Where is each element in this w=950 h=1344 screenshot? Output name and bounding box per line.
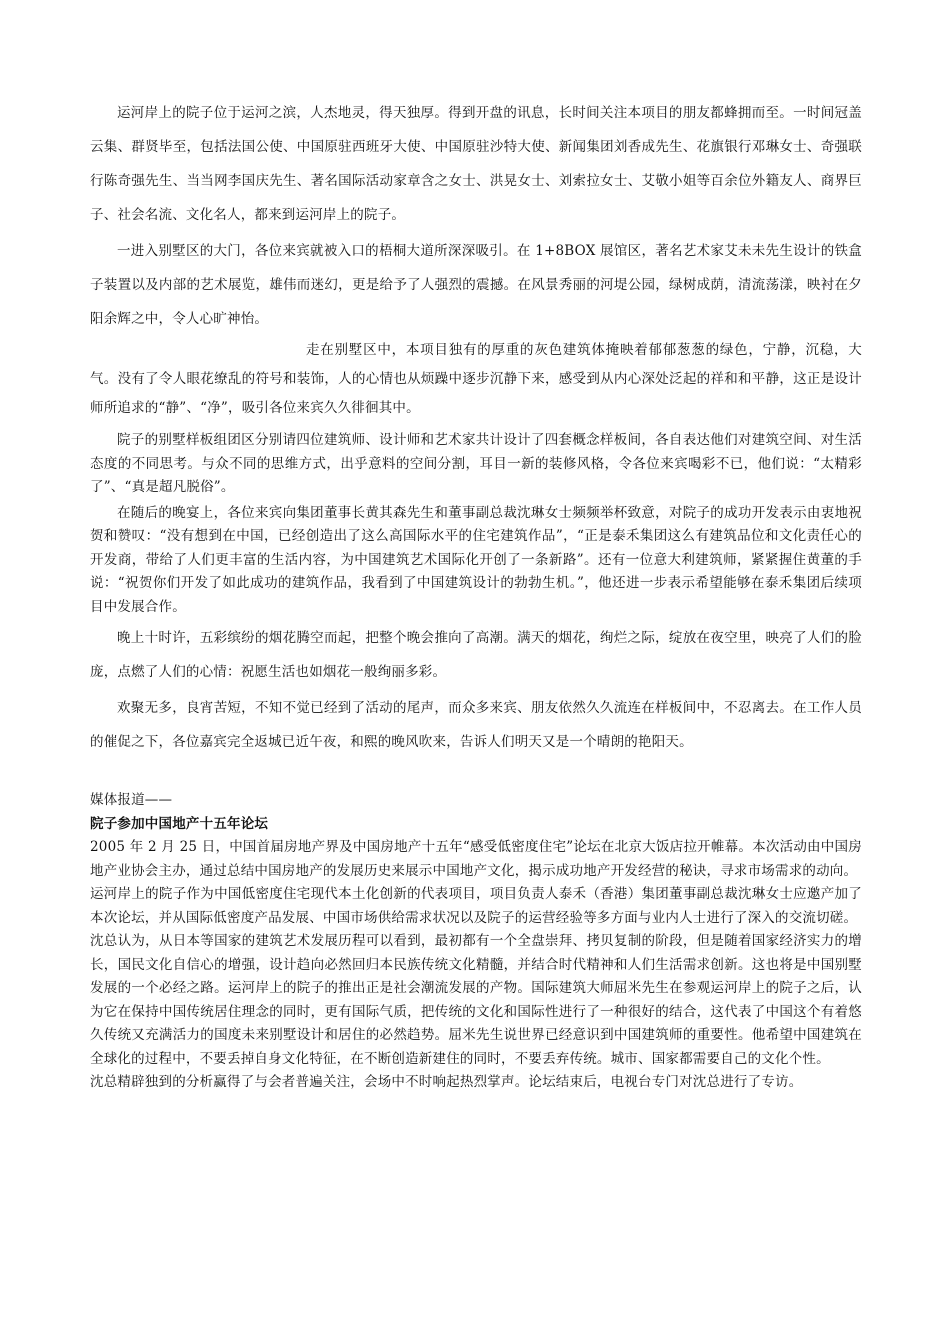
article-paragraph-4: 院子的别墅样板组团区分别请四位建筑师、设计师和艺术家共计设计了四套概念样板间，各自表达他们对建筑空间、对生活态度的不同思考。与众不同的思维方式，出乎意料的空间分割，耳目一新的装修风格，令各位来宾喝彩不已，他们说：“太精彩了”、“真是超凡脱俗”。 bbox=[90, 432, 862, 495]
media-paragraph-1: 2005 年 2 月 25 日，中国首届房地产界及中国房地产十五年“感受低密度住宅”论坛在北京大饭店拉开帷幕。本次活动由中国房地产业协会主办，通过总结中国房地产的发展历史来展示中国地产文化，揭示成功地产开发经营的秘诀，寻求市场需求的动向。 bbox=[90, 839, 862, 879]
media-section-label: 媒体报道—— bbox=[90, 792, 173, 808]
article-paragraph-3: 走在别墅区中，本项目独有的厚重的灰色建筑体掩映着郁郁葱葱的绿色，宁静，沉稳，大气。没有了令人眼花缭乱的符号和装饰，人的心情也从烦躁中逐步沉静下来，感受到从内心深处泛起的祥和和平静，这正是设计师所追求的“静”、“净”，吸引各位来宾久久徘徊其中。 bbox=[90, 342, 862, 416]
article-paragraph-6: 晚上十时许，五彩缤纷的烟花腾空而起，把整个晚会推向了高潮。满天的烟花，绚烂之际，绽放在夜空里，映亮了人们的脸庞，点燃了人们的心情：祝愿生活也如烟花一般绚丽多彩。 bbox=[90, 630, 862, 680]
media-article-title: 院子参加中国地产十五年论坛 bbox=[90, 815, 269, 832]
document-page bbox=[90, 96, 862, 1095]
media-paragraph-3: 沈总认为，从日本等国家的建筑艺术发展历程可以看到，最初都有一个全盘崇拜、拷贝复制的阶段，但是随着国家经济实力的增长，国民文化自信心的增强，设计趋向必然回归本民族传统文化精髓，并结合时代精神和人们生活需求创新。这也将是中国别墅发展的一个必经之路。运河岸上的院子的推出正是社会潮流发展的产物。国际建筑大师屈米先生在参观运河岸上的院子之后，认为它在保持中国传统居住理念的同时，更有国际气质，把传统的文化和国际性进行了一种很好的结合，这代表了中国这个有着悠久传统又充满活力的国度未来别墅设计和居住的必然趋势。屈米先生说世界已经意识到中国建筑师的重要性。他希望中国建筑在全球化的过程中，不要丢掉自身文化特征，在不断创造新建住的同时，不要丢弃传统。城市、国家都需要自己的文化个性。 bbox=[90, 933, 862, 1067]
article-paragraph-7: 欢聚无多，良宵苦短，不知不觉已经到了活动的尾声，而众多来宾、朋友依然久久流连在样板间中，不忍离去。在工作人员的催促之下，各位嘉宾完全返城已近午夜，和熙的晚风吹来，告诉人们明天又是一个晴朗的艳阳天。 bbox=[90, 700, 862, 750]
article-paragraph-5: 在随后的晚宴上，各位来宾向集团董事长黄其森先生和董事副总裁沈琳女士频频举杯致意，对院子的成功开发表示由衷地祝贺和赞叹：“没有想到在中国，已经创造出了这么高国际水平的住宅建筑作品”，“正是泰禾集团这么有建筑品位和文化责任心的开发商，带给了人们更丰富的生活内容，为中国建筑艺术国际化开创了一条新路”。还有一位意大利建筑师，紧紧握住黄董的手说：“祝贺你们开发了如此成功的建筑作品，我看到了中国建筑设计的勃勃生机。”，他还进一步表示希望能够在泰禾集团后续项目中发展合作。 bbox=[90, 504, 862, 615]
article-paragraph-2: 一进入别墅区的大门，各位来宾就被入口的梧桐大道所深深吸引。在 1+8BOX 展馆区，著名艺术家艾未未先生设计的铁盒子装置以及内部的艺术展览，雄伟而迷幻，更是给予了人强烈的震撼。在风景秀丽的河堤公园，绿树成荫，清流荡漾，映衬在夕阳余辉之中，令人心旷神怡。 bbox=[90, 243, 862, 327]
media-paragraph-4: 沈总精辟独到的分析赢得了与会者普遍关注，会场中不时响起热烈掌声。论坛结束后，电视台专门对沈总进行了专访。 bbox=[90, 1074, 803, 1090]
media-paragraph-2: 运河岸上的院子作为中国低密度住宅现代本土化创新的代表项目，项目负责人泰禾（香港）集团董事副总裁沈琳女士应邀产加了本次论坛，并从国际低密度产品发展、中国市场供给需求状况以及院子的运营经验等多方面与业内人士进行了深入的交流切磋。 bbox=[90, 886, 862, 926]
article-paragraph-1: 运河岸上的院子位于运河之滨，人杰地灵，得天独厚。得到开盘的讯息，长时间关注本项目的朋友都蜂拥而至。一时间冠盖云集、群贤毕至，包括法国公使、中国原驻西班牙大使、中国原驻沙特大使、新闻集团刘香成先生、花旗银行邓琳女士、奇强联行陈奇强先生、当当网李国庆先生、著名国际活动家章含之女士、洪晃女士、刘索拉女士、艾敬小姐等百余位外籍友人、商界巨子、社会名流、文化名人，都来到运河岸上的院子。 bbox=[90, 105, 862, 223]
